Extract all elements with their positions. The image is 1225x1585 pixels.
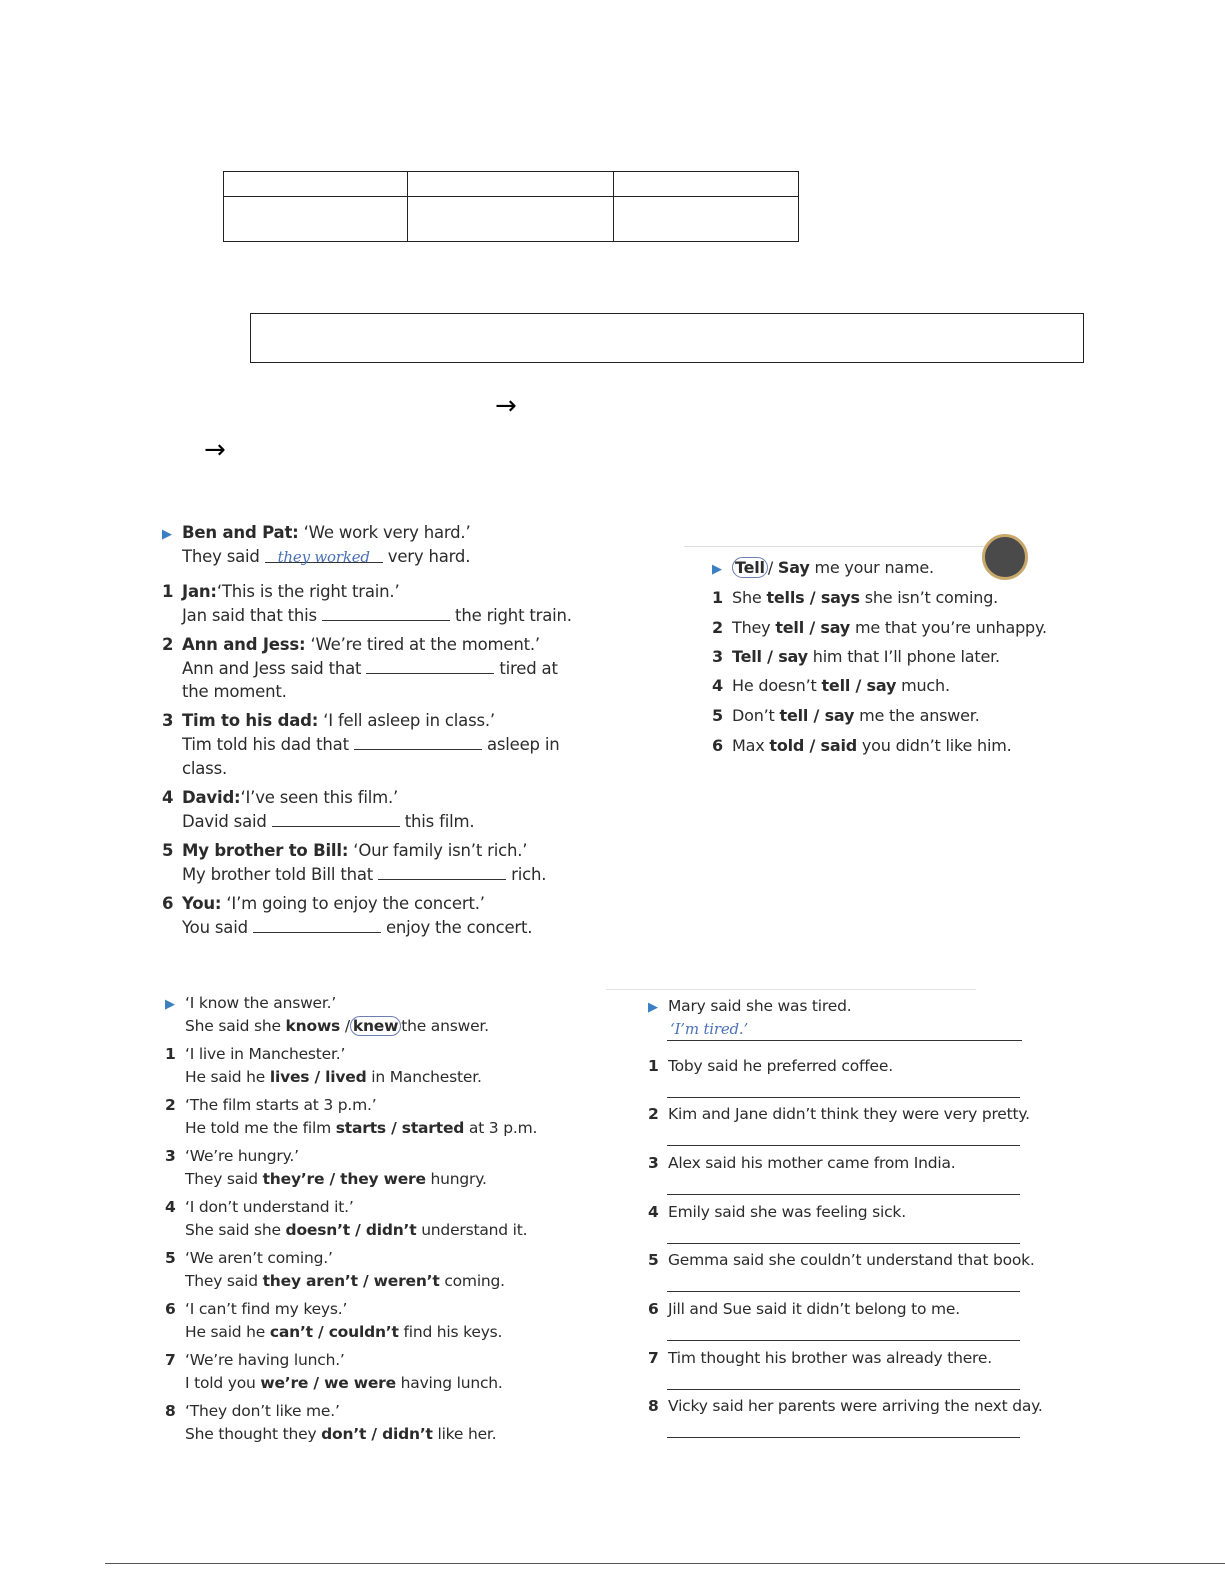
answer-blank[interactable] bbox=[378, 864, 506, 880]
table-cell bbox=[408, 172, 614, 197]
choice-option[interactable]: they’re / they were bbox=[262, 1170, 426, 1188]
answer-line[interactable] bbox=[667, 1291, 1020, 1292]
empty-table bbox=[223, 171, 799, 242]
arrow-icon: → bbox=[495, 391, 517, 421]
choice-option[interactable]: Tell / say bbox=[732, 647, 808, 666]
list-item: 6 You: ‘I’m going to enjoy the concert.’ bbox=[162, 894, 485, 913]
example-answer-row: She said she knows / knew the answer. bbox=[185, 1017, 489, 1035]
table-cell bbox=[408, 197, 614, 242]
table-cell bbox=[224, 172, 408, 197]
list-item: 2 They tell / say me that you’re unhappy. bbox=[712, 618, 1047, 637]
list-item-answer: They said they aren’t / weren’t coming. bbox=[185, 1272, 505, 1290]
circled-answer: Tell bbox=[732, 557, 768, 578]
list-item-continuation: the moment. bbox=[182, 682, 287, 701]
example-row: ▶ Mary said she was tired. bbox=[648, 995, 851, 1019]
circled-answer: knew bbox=[350, 1016, 401, 1036]
list-item: 5 My brother to Bill: ‘Our family isn’t rich.’ bbox=[162, 841, 528, 860]
choice-option[interactable]: tells / says bbox=[766, 588, 860, 607]
choice-option[interactable]: doesn’t / didn’t bbox=[285, 1221, 417, 1239]
list-item: 1 She tells / says she isn’t coming. bbox=[712, 588, 999, 607]
list-item: 4 He doesn’t tell / say much. bbox=[712, 676, 950, 695]
choice-option[interactable]: lives / lived bbox=[269, 1068, 367, 1086]
list-item-answer: She thought they don’t / didn’t like her. bbox=[185, 1425, 497, 1443]
list-item: 3 Tell / say him that I’ll phone later. bbox=[712, 647, 1000, 666]
list-item: 4 David:‘I’ve seen this film.’ bbox=[162, 788, 399, 807]
list-item: 2 Ann and Jess: ‘We’re tired at the moment.’ bbox=[162, 635, 540, 654]
play-triangle-icon: ▶ bbox=[162, 527, 172, 542]
handwritten-answer: they worked bbox=[277, 548, 370, 566]
list-item: 1 Toby said he preferred coffee. bbox=[648, 1057, 893, 1075]
choice-option[interactable]: they aren’t / weren’t bbox=[262, 1272, 440, 1290]
list-item-answer: He told me the film starts / started at 3 p.m. bbox=[185, 1119, 538, 1137]
example-row: ▶ ‘I know the answer.’ bbox=[165, 992, 336, 1016]
list-item: 5 Gemma said she couldn’t understand that book. bbox=[648, 1251, 1035, 1269]
choice-option[interactable]: tell / say bbox=[775, 618, 851, 637]
answer-blank[interactable] bbox=[272, 811, 400, 827]
star-badge-icon bbox=[982, 534, 1028, 580]
list-item: 4 ‘I don’t understand it.’ bbox=[165, 1198, 354, 1216]
list-item: 5 ‘We aren’t coming.’ bbox=[165, 1249, 333, 1267]
answer-line[interactable] bbox=[667, 1243, 1020, 1244]
choice-option[interactable]: tell / say bbox=[821, 676, 897, 695]
choice-option[interactable]: tell / say bbox=[779, 706, 855, 725]
example-row: ▶ Ben and Pat: ‘We work very hard.’ bbox=[162, 521, 471, 547]
clipped-header-edge bbox=[684, 546, 1024, 547]
list-item-answer: Jan said that this the right train. bbox=[182, 606, 572, 625]
footer-divider bbox=[105, 1563, 1225, 1564]
list-item-answer: I told you we’re / we were having lunch. bbox=[185, 1374, 503, 1392]
empty-text-box bbox=[250, 313, 1084, 363]
answer-line[interactable] bbox=[667, 1145, 1020, 1146]
answer-line[interactable] bbox=[667, 1389, 1020, 1390]
table-cell bbox=[614, 197, 799, 242]
list-item: 3 Tim to his dad: ‘I fell asleep in class.’ bbox=[162, 711, 495, 730]
table-cell bbox=[614, 172, 799, 197]
choice-option[interactable]: starts / started bbox=[335, 1119, 465, 1137]
arrow-icon: → bbox=[204, 435, 226, 465]
example-answer-row: They said they worked very hard. bbox=[182, 547, 471, 566]
answer-line[interactable] bbox=[667, 1340, 1020, 1341]
list-item: 6 ‘I can’t find my keys.’ bbox=[165, 1300, 348, 1318]
list-item-answer: He said he can’t / couldn’t find his keys. bbox=[185, 1323, 503, 1341]
list-item: 2 Kim and Jane didn’t think they were very pretty. bbox=[648, 1105, 1030, 1123]
list-item: 1 Jan:‘This is the right train.’ bbox=[162, 582, 400, 601]
clipped-header-edge bbox=[606, 989, 976, 990]
answer-line[interactable] bbox=[667, 1040, 1022, 1041]
list-item: 7 ‘We’re having lunch.’ bbox=[165, 1351, 345, 1369]
answer-line[interactable] bbox=[667, 1194, 1020, 1195]
choice-option[interactable]: we’re / we were bbox=[260, 1374, 396, 1392]
example-row: ▶ Tell / Say me your name. bbox=[712, 556, 934, 582]
list-item-answer: You said enjoy the concert. bbox=[182, 918, 533, 937]
answer-line[interactable] bbox=[667, 1437, 1020, 1438]
answer-blank[interactable] bbox=[354, 734, 482, 750]
list-item: 7 Tim thought his brother was already there. bbox=[648, 1349, 992, 1367]
list-item-answer: My brother told Bill that rich. bbox=[182, 865, 547, 884]
play-triangle-icon: ▶ bbox=[165, 997, 175, 1012]
answer-line[interactable] bbox=[667, 1097, 1020, 1098]
list-item-answer: David said this film. bbox=[182, 812, 475, 831]
list-item-answer: He said he lives / lived in Manchester. bbox=[185, 1068, 482, 1086]
list-item-answer: Tim told his dad that asleep in bbox=[182, 735, 560, 754]
list-item: 6 Max told / said you didn’t like him. bbox=[712, 736, 1012, 755]
answer-blank bbox=[265, 545, 383, 566]
answer-blank[interactable] bbox=[253, 917, 381, 933]
table-cell bbox=[224, 197, 408, 242]
list-item: 4 Emily said she was feeling sick. bbox=[648, 1203, 906, 1221]
answer-blank[interactable] bbox=[366, 658, 494, 674]
play-triangle-icon: ▶ bbox=[712, 562, 722, 577]
answer-blank[interactable] bbox=[322, 605, 450, 621]
list-item-continuation: class. bbox=[182, 759, 228, 778]
list-item: 2 ‘The film starts at 3 p.m.’ bbox=[165, 1096, 377, 1114]
list-item: 3 ‘We’re hungry.’ bbox=[165, 1147, 299, 1165]
list-item-answer: Ann and Jess said that tired at bbox=[182, 659, 558, 678]
list-item: 6 Jill and Sue said it didn’t belong to me. bbox=[648, 1300, 960, 1318]
choice-option[interactable]: can’t / couldn’t bbox=[269, 1323, 399, 1341]
list-item: 3 Alex said his mother came from India. bbox=[648, 1154, 956, 1172]
choice-option[interactable]: don’t / didn’t bbox=[321, 1425, 433, 1443]
play-triangle-icon: ▶ bbox=[648, 1000, 658, 1015]
list-item-answer: They said they’re / they were hungry. bbox=[185, 1170, 487, 1188]
list-item: 8 ‘They don’t like me.’ bbox=[165, 1402, 340, 1420]
handwritten-answer: ‘I’m tired.’ bbox=[670, 1020, 749, 1038]
list-item: 5 Don’t tell / say me the answer. bbox=[712, 706, 980, 725]
list-item: 8 Vicky said her parents were arriving the next day. bbox=[648, 1397, 1043, 1415]
list-item: 1 ‘I live in Manchester.’ bbox=[165, 1045, 346, 1063]
list-item-answer: She said she doesn’t / didn’t understand it. bbox=[185, 1221, 528, 1239]
choice-option[interactable]: told / said bbox=[769, 736, 857, 755]
